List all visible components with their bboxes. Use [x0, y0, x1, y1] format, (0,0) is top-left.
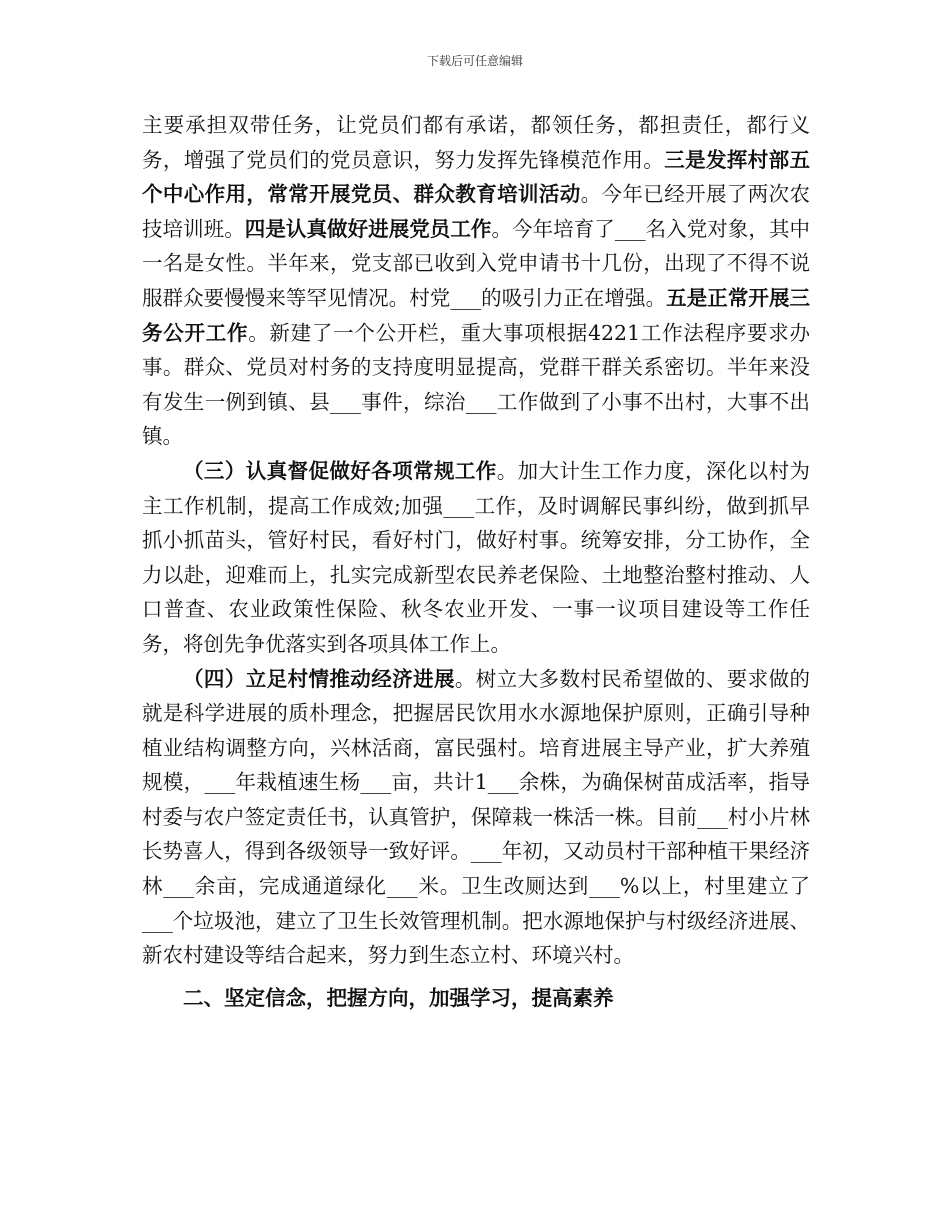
text-run: 。今年已经开展了两次农技培训班。 [142, 182, 811, 241]
bold-point-three: 三是发挥村部五个中心作用，常常开展党员、群众教育培训活动 [142, 147, 811, 207]
paragraph-economic-development [142, 662, 810, 973]
bold-point-five: 五是正常开展三务公开工作 [142, 285, 811, 345]
paragraph-routine-work [142, 454, 810, 662]
text-run: 。新建了一个公开栏，重大事项根据4221工作法程序要求办事。群众、党员对村务的支持度明显提高，党群干群关系密切。半年来没有发生一例到镇、县___事件，综治___工作做到了小事不出村，大事不出镇。 [142, 320, 811, 449]
text-run: 主要承担双带任务，让党员们都有承诺，都领任务，都担责任，都行义务，增强了党员们的党员意识，努力发挥先锋模范作用。 [142, 113, 810, 172]
section-heading-three: （三）认真督促做好各项常规工作 [183, 458, 497, 483]
section-heading-four: （四）立足村情推动经济进展 [183, 666, 455, 691]
text-run: 。加大计生工作力度，深化以村为主工作机制，提高工作成效;加强___工作，及时调解民事纠纷，做到抓早抓小抓苗头，管好村民，看好村门，做好村事。统筹安排，分工协作，全力以赴，迎难而上，扎实完成新型农民养老保险、土地整治整村推动、人口普查、农业政策性保险、秋冬农业开发、一事一议项目建设等工作任务，将创先争优落实到各项具体工作上。 [142, 458, 811, 656]
page-header-note: 下载后可任意编辑 [426, 54, 523, 68]
text-run: 。今年培育了___名入党对象，其中一名是女性。半年来，党支部已收到入党申请书十几份，出现了不得不说服群众要慢慢来等罕见情况。村党___的吸引力正在增强。 [142, 216, 811, 310]
section-heading-two: 二、坚定信念，把握方向，加强学习，提高素养 [183, 985, 614, 1010]
paragraph-party-work [142, 108, 810, 454]
bold-point-four: 四是认真做好进展党员工作 [244, 216, 492, 241]
document-body [142, 108, 810, 1015]
text-run: 。树立大多数村民希望做的、要求做的就是科学进展的质朴理念，把握居民饮用水水源地保护原则，正确引导种植业结构调整方向，兴林活商，富民强村。培育进展主导产业，扩大养殖规模，___年栽植速生杨___亩，共计1___余株，为确保树苗成活率，指导村委与农户签定责任书，认真管护，保障栽一株活一株。目前___村小片林长势喜人，得到各级领导一致好评。___年初，又动员村干部种植干果经济林___余亩，完成通道绿化___米。卫生改厕达到___%以上，村里建立了___个垃圾池，建立了卫生长效管理机制。把水源地保护与村级经济进展、新农村建设等结合起来，努力到生态立村、环境兴村。 [142, 666, 811, 968]
